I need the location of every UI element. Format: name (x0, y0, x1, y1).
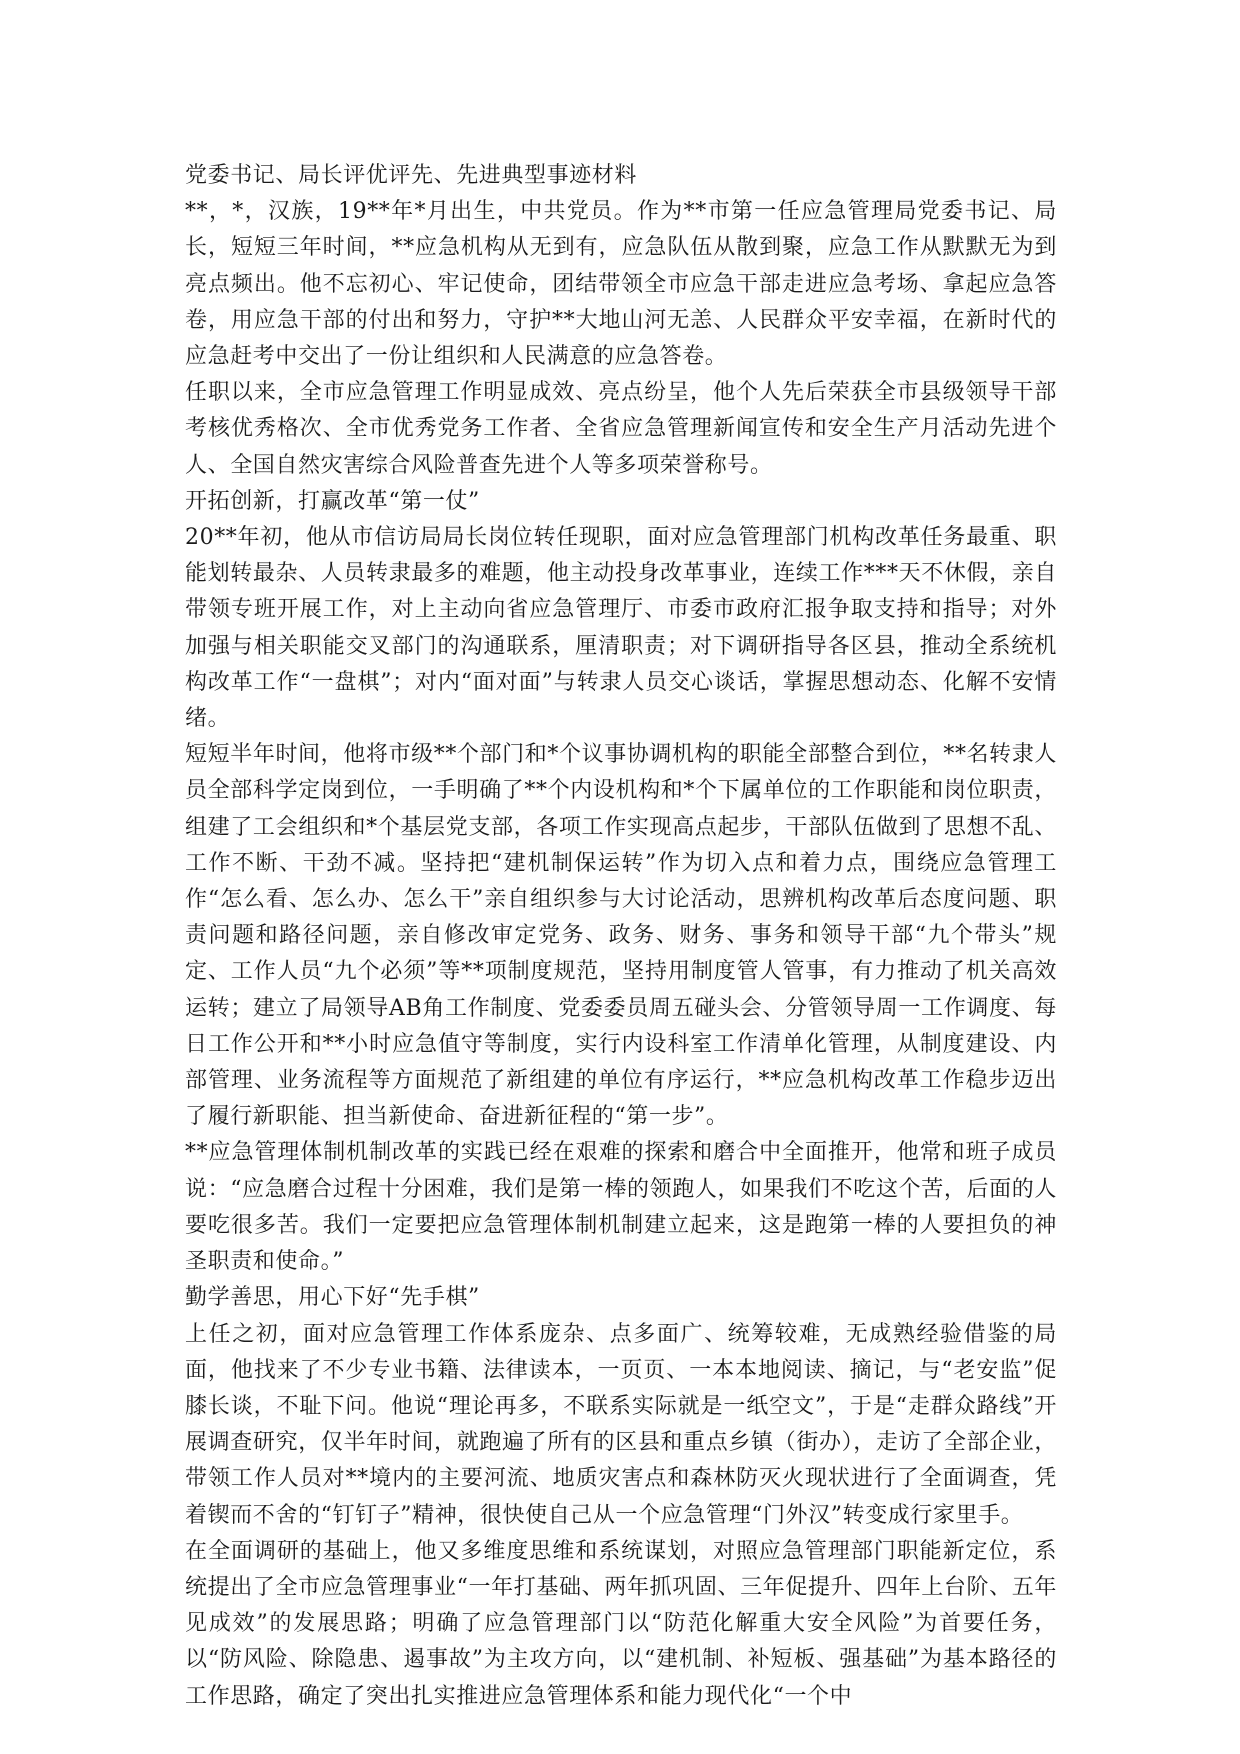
paragraph-reform-results: 短短半年时间，他将市级**个部门和*个议事协调机构的职能全部整合到位，**名转隶人员全部科学定岗到位，一手明确了**个内设机构和*个下属单位的工作职能和岗位职责，组建了工会组织和*个基层党支部，各项工作实现高点起步，干部队伍做到了思想不乱、工作不断、干劲不减。坚持把“建机制保运转”作为切入点和着力点，围绕应急管理工作“怎么看、怎么办、怎么干”亲自组织参与大讨论活动，思辨机构改革后态度问题、职责问题和路径问题，亲自修改审定党务、政务、财务、事务和领导干部“九个带头”规定、工作人员“九个必须”等**项制度规范，坚持用制度管人管事，有力推动了机关高效运转；建立了局领导AB角工作制度、党委委员周五碰头会、分管领导周一工作调度、每日工作公开和**小时应急值守等制度，实行内设科室工作清单化管理，从制度建设、内部管理、业务流程等方面规范了新组建的单位有序运行，**应急机构改革工作稳步迈出了履行新职能、担当新使命、奋进新征程的“第一步”。 (185, 742, 1057, 1130)
section-heading-study: 勤学善思，用心下好“先手棋” (185, 1285, 480, 1311)
paragraph-intro: **，*，汉族，19**年*月出生，中共党员。作为**市第一任应急管理局党委书记、局长，短短三年时间，**应急机构从无到有，应急队伍从散到聚，应急工作从默默无为到亮点频出。他不忘初心、牢记使命，团结带领全市应急干部走进应急考场、拿起应急答卷，用应急干部的付出和努力，守护**大地山河无恙、人民群众平安幸福，在新时代的应急赶考中交出了一份让组织和人民满意的应急答卷。 (185, 199, 1057, 370)
paragraph-reform-quote: **应急管理体制机制改革的实践已经在艰难的探索和磨合中全面推开，他常和班子成员说：“应急磨合过程十分困难，我们是第一棒的领跑人，如果我们不吃这个苦，后面的人要吃很多苦。我们一定要把应急管理体制机制建立起来，这是跑第一棒的人要担负的神圣职责和使命。” (185, 1140, 1057, 1275)
document-title: 党委书记、局长评优评先、先进典型事迹材料 (185, 163, 638, 188)
paragraph-reform-start: 20**年初，他从市信访局局长岗位转任现职，面对应急管理部门机构改革任务最重、职能划转最杂、人员转隶最多的难题，他主动投身改革事业，连续工作***天不休假，亲自带领专班开展工作，对上主动向省应急管理厅、市委市政府汇报争取支持和指导；对外加强与相关职能交叉部门的沟通联系，厘清职责；对下调研指导各区县，推动全系统机构改革工作“一盘棋”；对内“面对面”与转隶人员交心谈话，掌握思想动态、化解不安情绪。 (185, 525, 1057, 732)
paragraph-study-plan: 在全面调研的基础上，他又多维度思维和系统谋划，对照应急管理部门职能新定位，系统提出了全市应急管理事业“一年打基础、两年抓巩固、三年促提升、四年上台阶、五年见成效”的发展思路；明确了应急管理部门以“防范化解重大安全风险”为首要任务，以“防风险、除隐患、遏事故”为主攻方向，以“建机制、补短板、强基础”为基本路径的工作思路，确定了突出扎实推进应急管理体系和能力现代化“一个中 (185, 1538, 1057, 1709)
document-page (185, 158, 1057, 1715)
section-heading-reform: 开拓创新，打赢改革“第一仗” (185, 488, 480, 514)
paragraph-honors: 任职以来，全市应急管理工作明显成效、亮点纷呈，他个人先后荣获全市县级领导干部考核优秀格次、全市优秀党务工作者、全省应急管理新闻宣传和安全生产月活动先进个人、全国自然灾害综合风险普查先进个人等多项荣誉称号。 (185, 380, 1057, 478)
paragraph-study-research: 上任之初，面对应急管理工作体系庞杂、点多面广、统筹较难，无成熟经验借鉴的局面，他找来了不少专业书籍、法律读本，一页页、一本本地阅读、摘记，与“老安监”促膝长谈，不耻下问。他说“理论再多，不联系实际就是一纸空文”，于是“走群众路线”开展调查研究，仅半年时间，就跑遍了所有的区县和重点乡镇（街办），走访了全部企业，带领工作人员对**境内的主要河流、地质灾害点和森林防灭火现状进行了全面调查，凭着锲而不舍的“钉钉子”精神，很快使自己从一个应急管理“门外汉”转变成行家里手。 (185, 1321, 1057, 1528)
